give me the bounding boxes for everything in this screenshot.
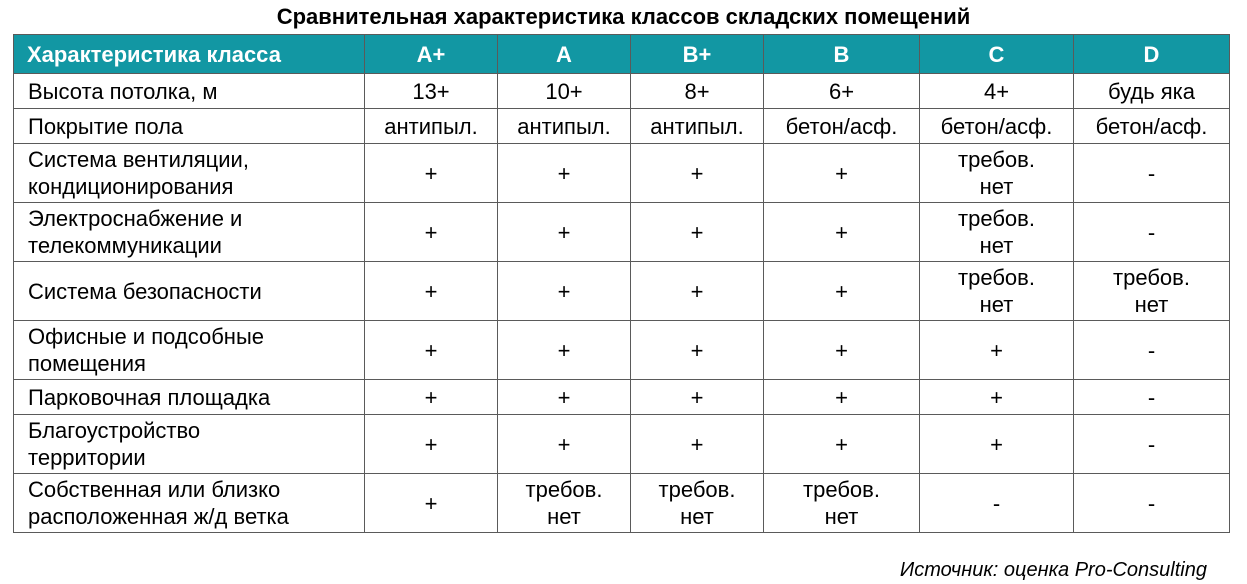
table-cell: + <box>631 321 764 380</box>
source-note: Источник: оценка Pro-Consulting <box>899 559 1207 581</box>
row-label: Система безопасности <box>14 262 365 321</box>
row-label: Покрытие пола <box>14 109 365 144</box>
table-cell: - <box>920 474 1074 533</box>
table-cell: + <box>631 380 764 415</box>
table-cell: + <box>498 380 631 415</box>
row-label: Система вентиляции, кондиционирования <box>14 144 365 203</box>
table-cell: антипыл. <box>631 109 764 144</box>
table-cell: антипыл. <box>365 109 498 144</box>
table-cell: + <box>365 144 498 203</box>
row-label: Офисные и подсобные помещения <box>14 321 365 380</box>
table-row <box>14 380 1230 415</box>
table-cell: + <box>764 321 920 380</box>
table-cell: + <box>498 144 631 203</box>
row-label: Электроснабжение и телекоммуникации <box>14 203 365 262</box>
row-label: Благоустройство территории <box>14 415 365 474</box>
table-cell: + <box>764 380 920 415</box>
table-cell: - <box>1074 144 1230 203</box>
table-cell: 13+ <box>365 74 498 109</box>
table-row <box>14 262 1230 321</box>
table-cell: + <box>920 380 1074 415</box>
table-cell: + <box>365 415 498 474</box>
table-cell: 10+ <box>498 74 631 109</box>
table-cell: + <box>920 321 1074 380</box>
table-row <box>14 474 1230 533</box>
table-cell: требов. нет <box>1074 262 1230 321</box>
table-row <box>14 321 1230 380</box>
table-row <box>14 74 1230 109</box>
header-cell: A <box>498 35 631 74</box>
table-cell: + <box>365 321 498 380</box>
row-label: Парковочная площадка <box>14 380 365 415</box>
header-cell: B <box>764 35 920 74</box>
header-cell: A+ <box>365 35 498 74</box>
table-row <box>14 415 1230 474</box>
table-header-row <box>14 35 1230 74</box>
table-cell: + <box>764 203 920 262</box>
header-cell: C <box>920 35 1074 74</box>
table-cell: требов. нет <box>920 144 1074 203</box>
row-label: Высота потолка, м <box>14 74 365 109</box>
table-cell: - <box>1074 321 1230 380</box>
table-cell: + <box>631 262 764 321</box>
table-cell: - <box>1074 203 1230 262</box>
table-cell: + <box>920 415 1074 474</box>
table-row <box>14 203 1230 262</box>
table-cell: - <box>1074 380 1230 415</box>
table-cell: + <box>631 144 764 203</box>
page-title: Сравнительная характеристика классов складских помещений <box>276 4 971 29</box>
table-cell: - <box>1074 474 1230 533</box>
table-cell: бетон/асф. <box>764 109 920 144</box>
table-cell: + <box>764 262 920 321</box>
table-cell: + <box>498 321 631 380</box>
table-cell: + <box>631 415 764 474</box>
table-cell: антипыл. <box>498 109 631 144</box>
header-cell: B+ <box>631 35 764 74</box>
table-cell: требов. нет <box>764 474 920 533</box>
table-cell: + <box>498 262 631 321</box>
table-cell: 8+ <box>631 74 764 109</box>
table-cell: + <box>764 144 920 203</box>
table-cell: + <box>498 415 631 474</box>
table-cell: 6+ <box>764 74 920 109</box>
table-cell: + <box>365 380 498 415</box>
table-cell: + <box>365 262 498 321</box>
table-cell: + <box>498 203 631 262</box>
table-cell: требов. нет <box>498 474 631 533</box>
table-cell: + <box>365 474 498 533</box>
header-cell: D <box>1074 35 1230 74</box>
table-cell: + <box>764 415 920 474</box>
table-cell: требов. нет <box>920 262 1074 321</box>
table-cell: будь яка <box>1074 74 1230 109</box>
table-cell: бетон/асф. <box>920 109 1074 144</box>
table-cell: - <box>1074 415 1230 474</box>
table-cell: бетон/асф. <box>1074 109 1230 144</box>
table-row <box>14 144 1230 203</box>
table-cell: 4+ <box>920 74 1074 109</box>
row-label: Собственная или близко расположенная ж/д ветка <box>14 474 365 533</box>
header-cell: Характеристика класса <box>14 35 365 74</box>
comparison-table <box>13 34 1230 533</box>
table-cell: требов. нет <box>920 203 1074 262</box>
table-cell: + <box>365 203 498 262</box>
table-cell: требов. нет <box>631 474 764 533</box>
table-cell: + <box>631 203 764 262</box>
table-row <box>14 109 1230 144</box>
